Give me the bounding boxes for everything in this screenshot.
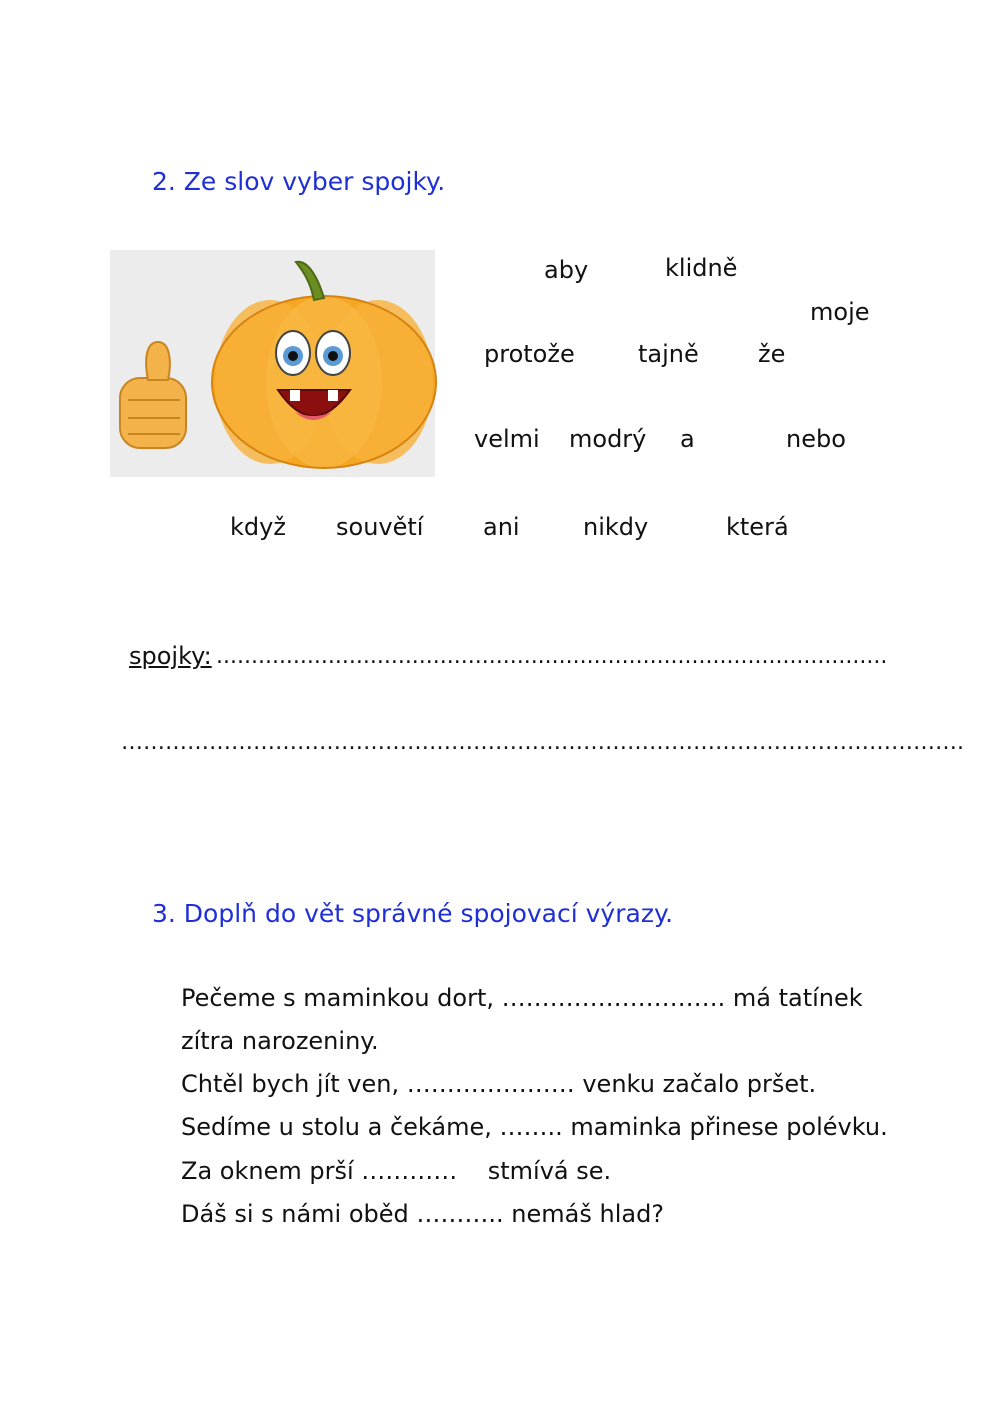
word-ani: ani xyxy=(483,513,520,541)
word-nikdy: nikdy xyxy=(583,513,649,541)
sentence-3: Sedíme u stolu a čekáme, …….. maminka přinese polévku. xyxy=(181,1113,888,1141)
word-velmi: velmi xyxy=(474,425,540,453)
sentence-4: Za oknem prší ………… stmívá se. xyxy=(181,1157,612,1185)
word-klidne: klidně xyxy=(665,254,738,282)
word-a: a xyxy=(680,425,695,453)
sentence-1-continued: zítra narozeniny. xyxy=(181,1027,379,1055)
word-protoze: protože xyxy=(484,340,575,368)
word-moje: moje xyxy=(810,298,870,326)
word-tajne: tajně xyxy=(638,340,699,368)
word-souveti: souvětí xyxy=(336,513,424,541)
sentence-1: Pečeme s maminkou dort, ………………………. má tatínek xyxy=(181,984,863,1012)
task2-heading: 2. Ze slov vyber spojky. xyxy=(152,167,446,196)
word-modry: modrý xyxy=(569,425,647,453)
answer-label: spojky: xyxy=(129,642,212,670)
answer-fill-line-1[interactable]: ................................................................................................ xyxy=(216,644,888,669)
word-ze: že xyxy=(758,340,786,368)
sentence-5: Dáš si s námi oběd ……….. nemáš hlad? xyxy=(181,1200,665,1228)
word-ktera: která xyxy=(726,513,789,541)
word-kdyz: když xyxy=(230,513,286,541)
thumbs-up-icon xyxy=(120,342,186,448)
pumpkin-icon xyxy=(110,250,435,477)
word-nebo: nebo xyxy=(786,425,846,453)
answer-fill-line-2[interactable]: ……………………………………………………………………………………………………. xyxy=(121,730,964,755)
task3-heading: 3. Doplň do vět správné spojovací výrazy. xyxy=(152,899,674,928)
pumpkin-thumbs-up-illustration xyxy=(110,250,435,477)
word-aby: aby xyxy=(544,256,589,284)
sentence-2: Chtěl bych jít ven, ………………… venku začalo pršet. xyxy=(181,1070,817,1098)
